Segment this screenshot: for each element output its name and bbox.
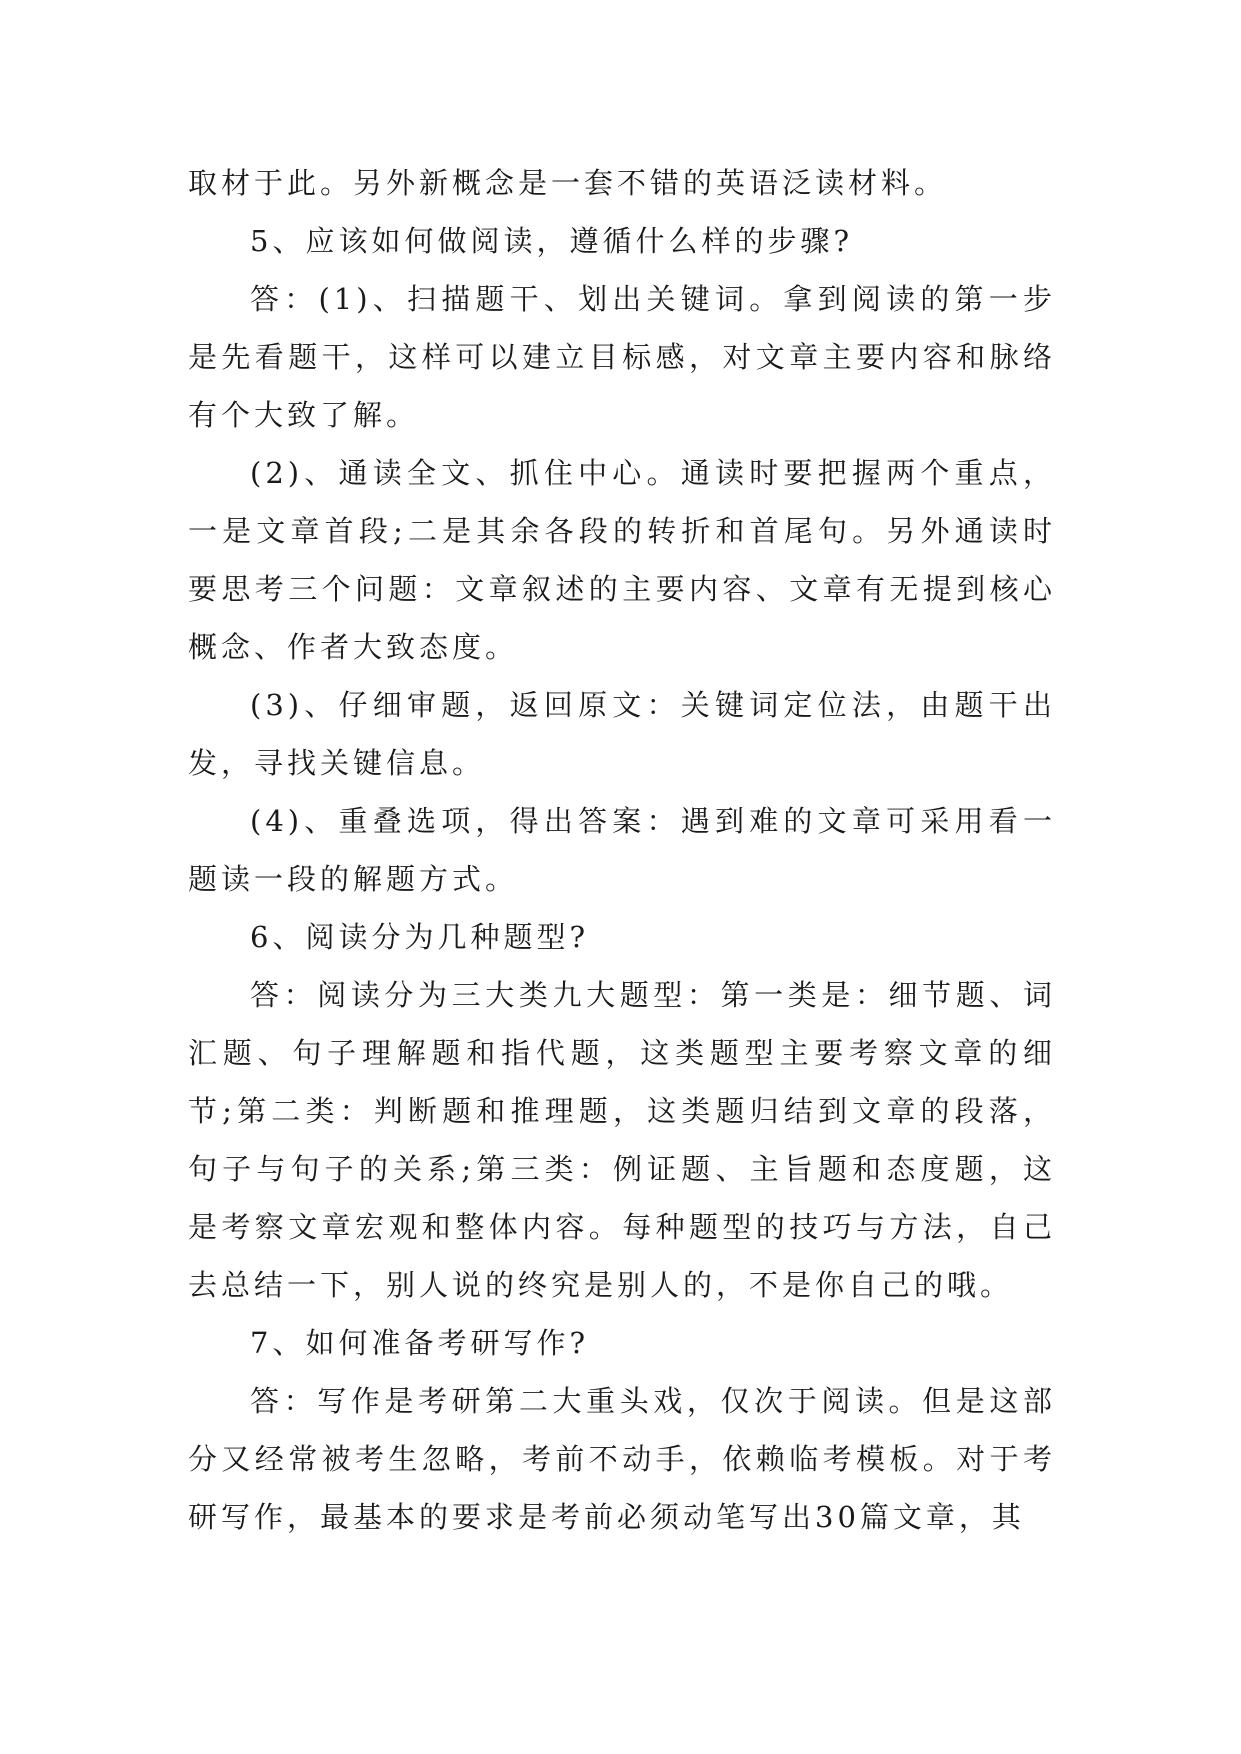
answer-5-step-4: (4)、重叠选项，得出答案：遇到难的文章可采用看一题读一段的解题方式。 — [188, 804, 1056, 896]
answer-7: 答：写作是考研第二大重头戏，仅次于阅读。但是这部分又经常被考生忽略，考前不动手，依赖临考模板。对于考研写作，最基本的要求是考前必须动笔写出30篇文章，其 — [188, 1384, 1056, 1534]
answer-5-step-3: (3)、仔细审题，返回原文：关键词定位法，由题干出发，寻找关键信息。 — [188, 688, 1056, 780]
answer-6: 答：阅读分为三大类九大题型：第一类是：细节题、词汇题、句子理解题和指代题，这类题型主要考察文章的细节;第二类：判断题和推理题，这类题归结到文章的段落，句子与句子的关系;第三类：例证题、主旨题和态度题，这是考察文章宏观和整体内容。每种题型的技巧与方法，自己去总结一下，别人说的终究是别人的，不是你自己的哦。 — [188, 978, 1056, 1302]
question-5-heading: 5、应该如何做阅读，遵循什么样的步骤? — [250, 224, 853, 258]
paragraph-continuation: 取材于此。另外新概念是一套不错的英语泛读材料。 — [188, 166, 948, 200]
question-6-heading: 6、阅读分为几种题型? — [250, 920, 589, 954]
question-7-heading: 7、如何准备考研写作? — [250, 1326, 589, 1360]
document-body — [188, 154, 1056, 1546]
answer-5-step-1: 答：(1)、扫描题干、划出关键词。拿到阅读的第一步是先看题干，这样可以建立目标感，对文章主要内容和脉络有个大致了解。 — [188, 282, 1056, 432]
answer-5-step-2: (2)、通读全文、抓住中心。通读时要把握两个重点，一是文章首段;二是其余各段的转折和首尾句。另外通读时要思考三个问题：文章叙述的主要内容、文章有无提到核心概念、作者大致态度。 — [188, 456, 1056, 664]
